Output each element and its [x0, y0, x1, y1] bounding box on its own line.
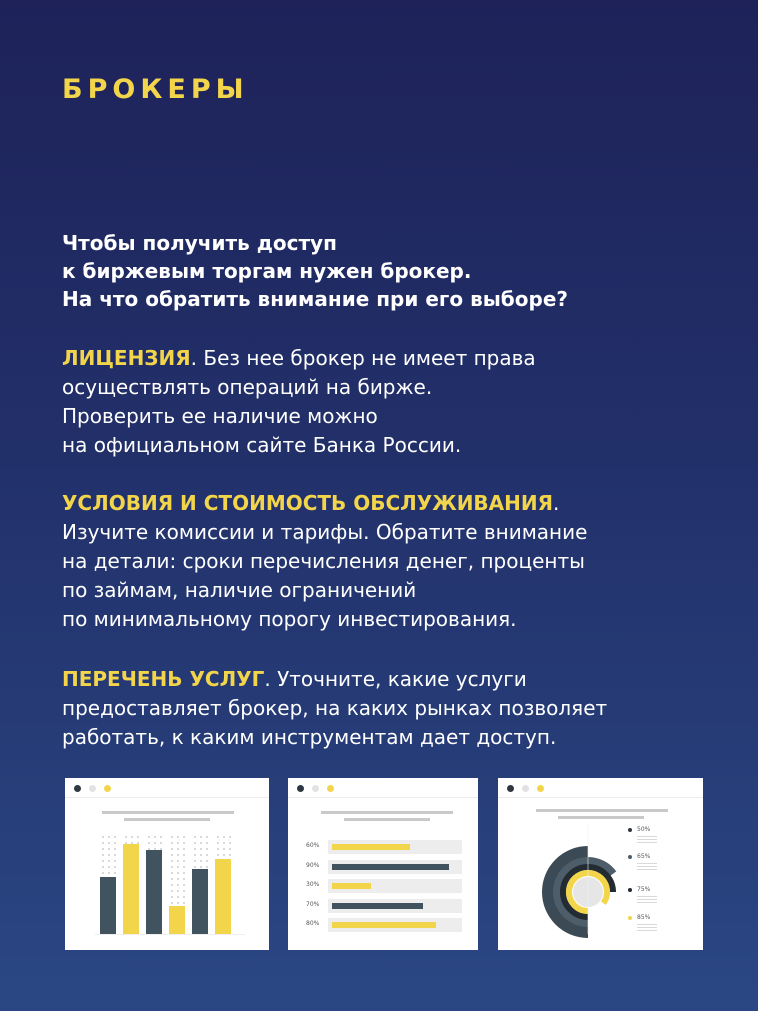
radial-chart-window — [498, 778, 703, 950]
hbar — [332, 864, 449, 870]
hbar-row — [306, 840, 462, 854]
legend-dot-icon — [628, 855, 632, 859]
bar — [215, 859, 231, 934]
window-titlebar — [288, 778, 478, 798]
bar-chart-window — [65, 778, 269, 950]
hbar-label: 90% — [306, 861, 320, 869]
section-text: по минимальному порогу инвестирования. — [62, 607, 517, 631]
intro-line: Чтобы получить доступ — [62, 231, 337, 255]
hbar-row — [306, 918, 462, 932]
section-text: Проверить ее наличие можно — [62, 404, 378, 428]
hbar-track — [328, 840, 462, 854]
bar-column — [192, 834, 208, 934]
window-dot-yellow-icon — [327, 785, 334, 792]
legend-item — [628, 853, 673, 883]
window-titlebar — [65, 778, 269, 798]
legend-value: 85% — [637, 914, 651, 921]
section-text: на официальном сайте Банка России. — [62, 433, 462, 457]
bar-column — [215, 834, 231, 934]
section-text: . Уточните, какие услуги — [264, 667, 527, 691]
intro-line: На что обратить внимание при его выборе? — [62, 287, 568, 311]
placeholder-subtitle-line — [124, 818, 210, 821]
legend-value: 75% — [637, 886, 651, 893]
hbar-track — [328, 899, 462, 913]
section-text: . Без нее брокер не имеет права — [190, 346, 536, 370]
page-title: БРОКЕРЫ — [62, 74, 249, 105]
chart-axis — [95, 934, 245, 935]
legend-value: 50% — [637, 826, 651, 833]
window-dot-grey-icon — [312, 785, 319, 792]
bar-column — [123, 834, 139, 934]
legend-item — [628, 886, 673, 916]
section-heading: ПЕРЕЧЕНЬ УСЛУГ — [62, 667, 265, 691]
hbar-track — [328, 860, 462, 874]
legend-item — [628, 826, 673, 856]
window-dot-dark-icon — [297, 785, 304, 792]
legend-item — [628, 914, 673, 944]
section-services — [62, 665, 742, 752]
section-license — [62, 344, 742, 460]
placeholder-title-line — [321, 811, 453, 814]
section-text: предоставляет брокер, на каких рынках позволяет — [62, 696, 608, 720]
intro-line: к биржевым торгам нужен брокер. — [62, 259, 472, 283]
section-heading: ЛИЦЕНЗИЯ — [62, 346, 191, 370]
hbar — [332, 883, 371, 889]
legend-dot-icon — [628, 888, 632, 892]
intro-text — [62, 229, 722, 313]
section-text: осуществлять операций на бирже. — [62, 375, 433, 399]
hbar-label: 70% — [306, 900, 320, 908]
section-text: Изучите комиссии и тарифы. Обратите внимание — [62, 520, 588, 544]
section-text: на детали: сроки перечисления денег, проценты — [62, 549, 585, 573]
hbar-label: 80% — [306, 920, 320, 927]
hbar-row — [306, 860, 462, 874]
hbar-row — [306, 879, 462, 893]
hbar-label: 30% — [306, 881, 320, 888]
bar — [123, 844, 139, 934]
bar-column — [100, 834, 116, 934]
placeholder-title-line — [102, 811, 234, 814]
bar-column — [146, 834, 162, 934]
bar — [169, 906, 185, 934]
section-conditions — [62, 489, 742, 634]
legend-dot-icon — [628, 828, 632, 832]
bar — [192, 869, 208, 934]
window-dot-dark-icon — [74, 785, 81, 792]
hbar — [332, 903, 423, 909]
bar — [146, 850, 162, 934]
section-text: по займам, наличие ограничений — [62, 578, 417, 602]
placeholder-subtitle-line — [344, 818, 430, 821]
hbar-chart-window — [288, 778, 478, 950]
legend-dot-icon — [628, 916, 632, 920]
bar-column — [169, 834, 185, 934]
hbar — [332, 922, 436, 928]
hbar-label: 60% — [306, 842, 320, 849]
hbar-row — [306, 899, 462, 913]
window-dot-grey-icon — [89, 785, 96, 792]
bar — [100, 877, 116, 934]
window-dot-yellow-icon — [104, 785, 111, 792]
hbar-track — [328, 918, 462, 932]
legend-value: 65% — [637, 853, 651, 860]
section-text: . — [553, 491, 560, 515]
hbar-track — [328, 879, 462, 893]
hbar — [332, 844, 410, 850]
section-heading: УСЛОВИЯ И СТОИМОСТЬ ОБСЛУЖИВАНИЯ — [62, 491, 554, 515]
section-text: работать, к каким инструментам дает доступ. — [62, 725, 557, 749]
